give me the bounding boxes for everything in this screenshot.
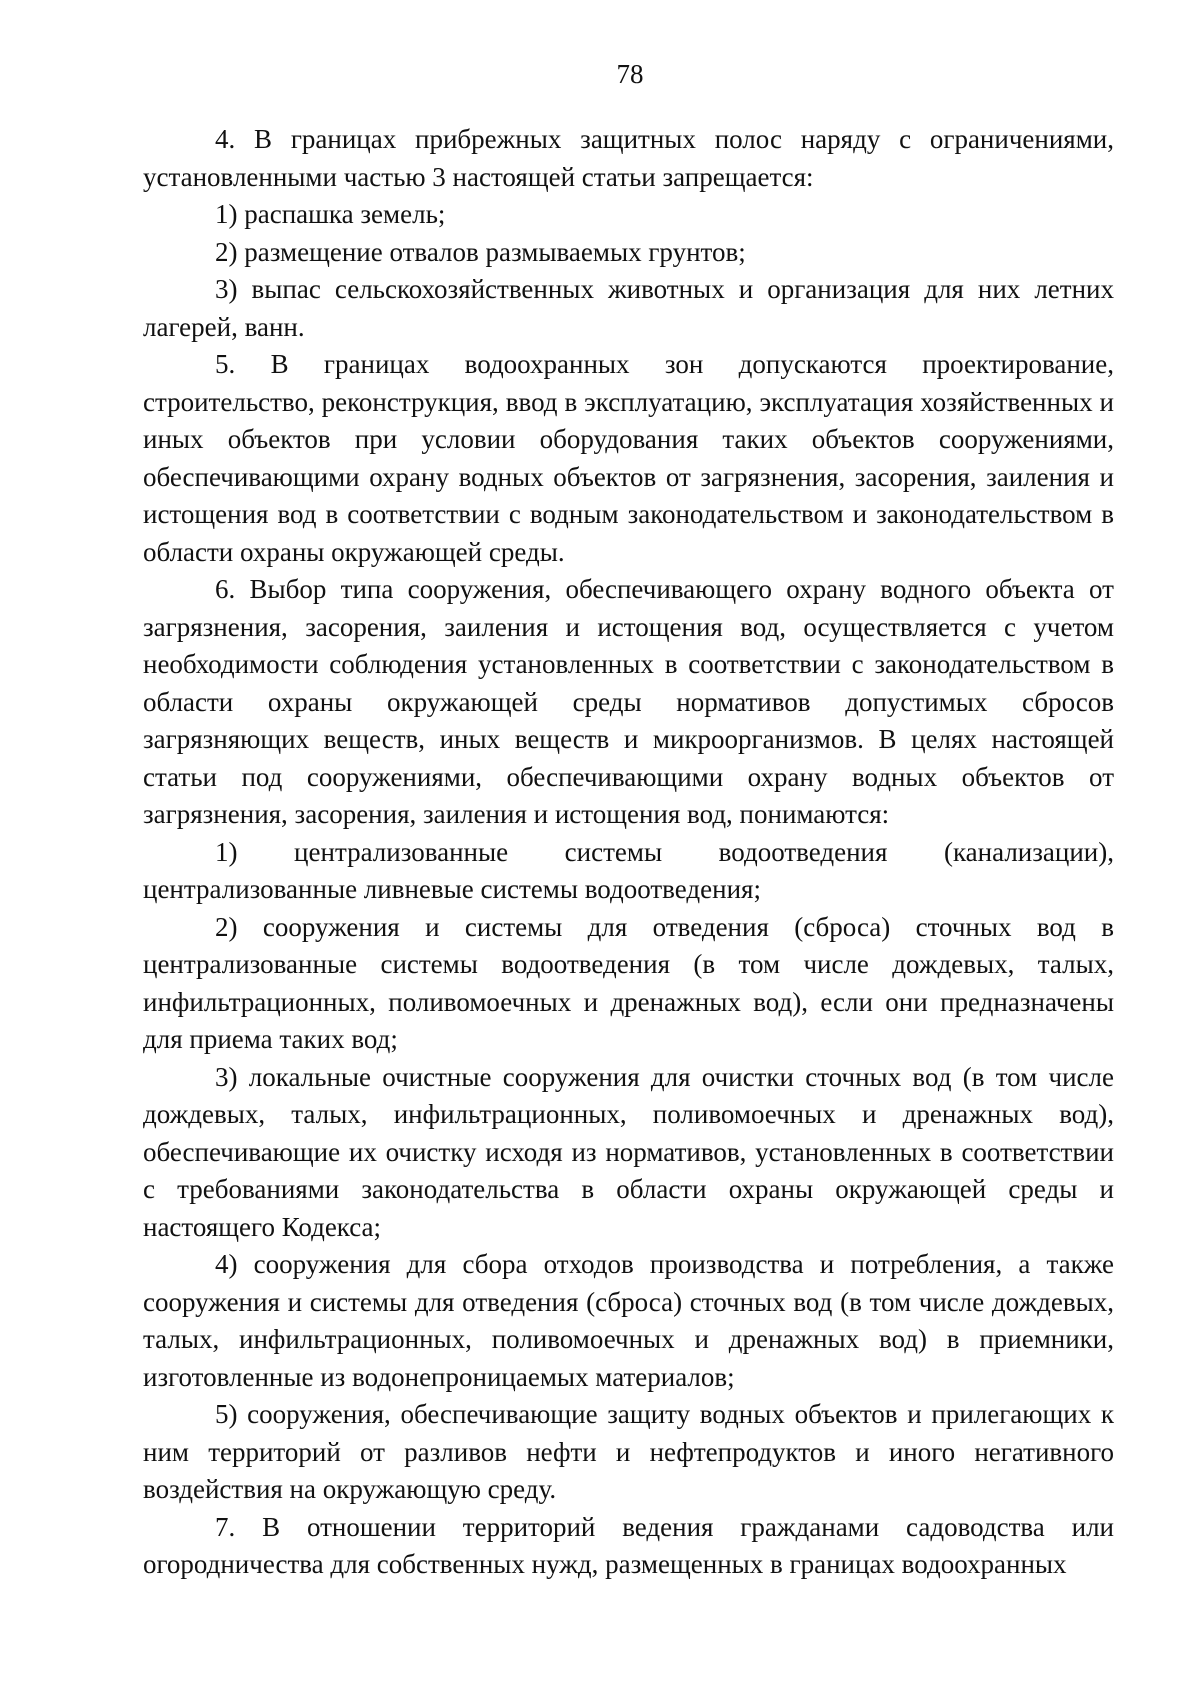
list-item-4-1: 1) распашка земель; [215, 199, 446, 229]
body-text [143, 121, 1114, 1584]
list-item-4-2: 2) размещение отвалов размываемых грунтов; [215, 236, 746, 267]
list-item-6-2: 2) сооружения и системы для отведения (сброса) сточных вод в централизованные системы водоотведения (в том числе дождевых, талых, инфильтрационных, поливомоечных и дренажных вод), если они предназначены для приема таких вод; [143, 911, 1114, 1054]
paragraph-6: 6. Выбор типа сооружения, обеспечивающего охрану водного объекта от загрязнения, засорения, заиления и истощения вод, осуществляется с учетом необходимости соблюдения установленных в соответствии с законодательством в области охраны окружающей среды нормативов допустимых сбросов загрязняющих веществ, иных веществ и микроорганизмов. В целях настоящей статьи под сооружениями, обеспечивающими охрану водных объектов от загрязнения, засорения, заиления и истощения вод, понимаются: [143, 574, 1114, 829]
page-number: 78 [616, 59, 644, 89]
paragraph-7: 7. В отношении территорий ведения гражданами садоводства или огородничества для собственных нужд, размещенных в границах водоохранных [143, 1511, 1114, 1579]
list-item-4-3: 3) выпас сельскохозяйственных животных и организация для них летних лагерей, ванн. [143, 274, 1114, 342]
paragraph-5: 5. В границах водоохранных зон допускаются проектирование, строительство, реконструкция, ввод в эксплуатацию, эксплуатация хозяйственных и иных объектов при условии оборудования таких объектов сооружениями, обеспечивающими охрану водных объектов от загрязнения, засорения, заиления и истощения вод в соответствии с водным законодательством и законодательством в области охраны окружающей среды. [143, 349, 1114, 567]
list-item-6-3: 3) локальные очистные сооружения для очистки сточных вод (в том числе дождевых, талых, инфильтрационных, поливомоечных и дренажных вод), обеспечивающие их очистку исходя из нормативов, установленных в соответствии с требованиями законодательства в области охраны окружающей среды и настоящего Кодекса; [143, 1061, 1114, 1242]
paragraph-4: 4. В границах прибрежных защитных полос наряду с ограничениями, установленными частью 3 настоящей статьи запрещается: [143, 124, 1114, 192]
list-item-6-1: 1) централизованные системы водоотведения (канализации), централизованные ливневые системы водоотведения; [143, 836, 1114, 904]
list-item-6-4: 4) сооружения для сбора отходов производства и потребления, а также сооружения и системы для отведения (сброса) сточных вод (в том числе дождевых, талых, инфильтрационных, поливомоечных и дренажных вод) в приемники, изготовленные из водонепроницаемых материалов; [143, 1249, 1114, 1392]
list-item-6-5: 5) сооружения, обеспечивающие защиту водных объектов и прилегающих к ним территорий от разливов нефти и нефтепродуктов и иного негативного воздействия на окружающую среду. [143, 1399, 1114, 1504]
